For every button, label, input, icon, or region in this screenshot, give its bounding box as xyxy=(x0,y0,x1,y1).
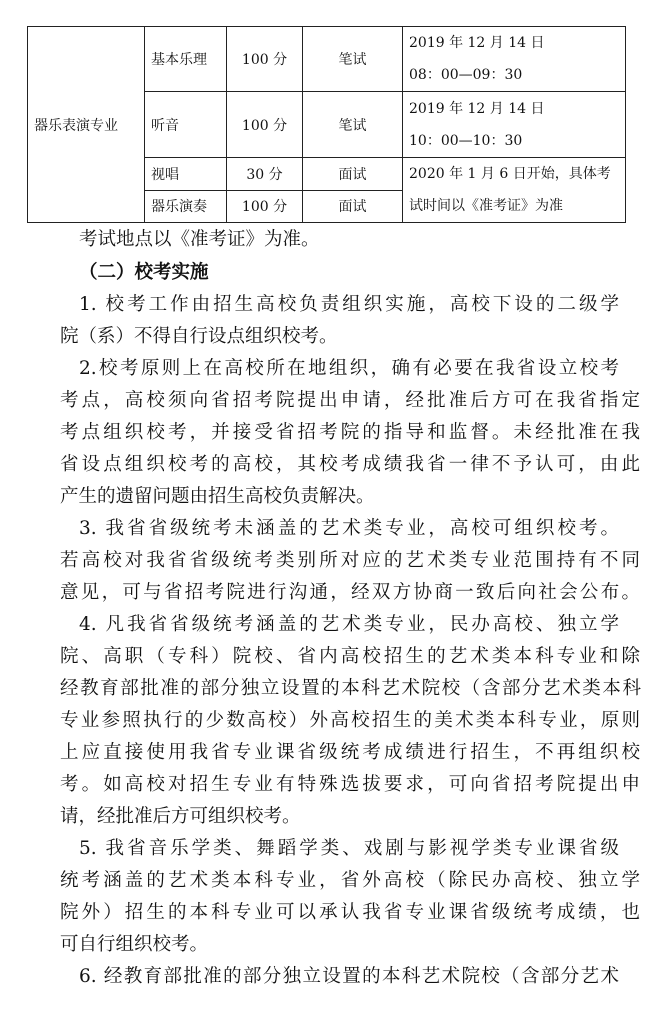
time-line: 2019 年 12 月 14 日 xyxy=(409,100,545,117)
method-cell: 面试 xyxy=(303,158,403,191)
paragraph-line: 请，经批准后方可组织校考。 xyxy=(60,806,301,827)
score-cell: 100 分 xyxy=(227,92,303,158)
subject-cell: 基本乐理 xyxy=(145,27,227,92)
time-line: 2020 年 1 月 6 日开始，具体考 xyxy=(409,166,611,182)
paragraph-line: 上应直接使用我省专业课省级统考成绩进行招生，不再组织校 xyxy=(60,742,640,763)
time-line: 试时间以《准考证》为准 xyxy=(409,198,563,214)
method-cell: 笔试 xyxy=(303,27,403,92)
method-cell: 面试 xyxy=(303,190,403,223)
paragraph-line: 院（系）不得自行设点组织校考。 xyxy=(60,326,338,347)
exam-schedule-table xyxy=(27,26,626,223)
paragraph-line: 若高校对我省省级统考类别所对应的艺术类专业范围持有不同 xyxy=(60,550,640,571)
time-line: 2019 年 12 月 14 日 xyxy=(409,35,545,51)
paragraph-line: 考点组织校考，并接受省招考院的指导和监督。未经批准在我 xyxy=(60,422,640,443)
location-note: 考试地点以《准考证》为准。 xyxy=(79,229,320,250)
paragraph-line: 5. 我省音乐学类、舞蹈学类、戏剧与影视学类专业课省级 xyxy=(79,838,619,859)
time-cell xyxy=(403,92,626,158)
paragraph-line: 6. 经教育部批准的部分独立设置的本科艺术院校（含部分艺术 xyxy=(79,966,619,987)
paragraph-line: 2.校考原则上在高校所在地组织，确有必要在我省设立校考 xyxy=(79,358,619,379)
subject-cell: 器乐演奏 xyxy=(145,190,227,223)
paragraph-line: 4. 凡我省省级统考涵盖的艺术类专业，民办高校、独立学 xyxy=(79,614,619,635)
score-cell: 30 分 xyxy=(227,158,303,191)
subject-cell: 视唱 xyxy=(145,158,227,191)
score-cell: 100 分 xyxy=(227,190,303,223)
paragraph-line: 3. 我省省级统考未涵盖的艺术类专业，高校可组织校考。 xyxy=(79,518,619,539)
paragraph-line: 考点，高校须向省招考院提出申请，经批准后方可在我省指定 xyxy=(60,390,640,411)
major-cell: 器乐表演专业 xyxy=(28,27,145,223)
paragraph-line: 省设点组织校考的高校，其校考成绩我省一律不予认可，由此 xyxy=(60,454,640,475)
method-cell: 笔试 xyxy=(303,92,403,158)
paragraph-line: 院、高职（专科）院校、省内高校招生的艺术类本科专业和除 xyxy=(60,646,640,667)
paragraph-line: 专业参照执行的少数高校）外高校招生的美术类本科专业，原则 xyxy=(60,710,640,731)
paragraph-line: 1. 校考工作由招生高校负责组织实施，高校下设的二级学 xyxy=(79,294,619,315)
paragraph-line: 院外）招生的本科专业可以承认我省专业课省级统考成绩，也 xyxy=(60,902,640,923)
paragraph-line: 可自行组织校考。 xyxy=(60,934,209,955)
paragraph-line: 意见，可与省招考院进行沟通，经双方协商一致后向社会公布。 xyxy=(60,582,640,603)
paragraph-line: 产生的遗留问题由招生高校负责解决。 xyxy=(60,486,375,507)
section-heading: （二）校考实施 xyxy=(79,262,209,283)
paragraph-line: 考。如高校对招生专业有特殊选拔要求，可向省招考院提出申 xyxy=(60,774,640,795)
subject-cell: 听音 xyxy=(145,92,227,158)
time-line: 10：00—10：30 xyxy=(409,132,523,149)
paragraph-line: 经教育部批准的部分独立设置的本科艺术院校（含部分艺术类本科 xyxy=(60,678,640,699)
interview-time-cell xyxy=(403,158,626,223)
paragraph-line: 统考涵盖的艺术类本科专业，省外高校（除民办高校、独立学 xyxy=(60,870,640,891)
table-row xyxy=(28,27,626,92)
score-cell: 100 分 xyxy=(227,27,303,92)
time-cell xyxy=(403,27,626,92)
time-line: 08：00—09：30 xyxy=(409,67,523,83)
